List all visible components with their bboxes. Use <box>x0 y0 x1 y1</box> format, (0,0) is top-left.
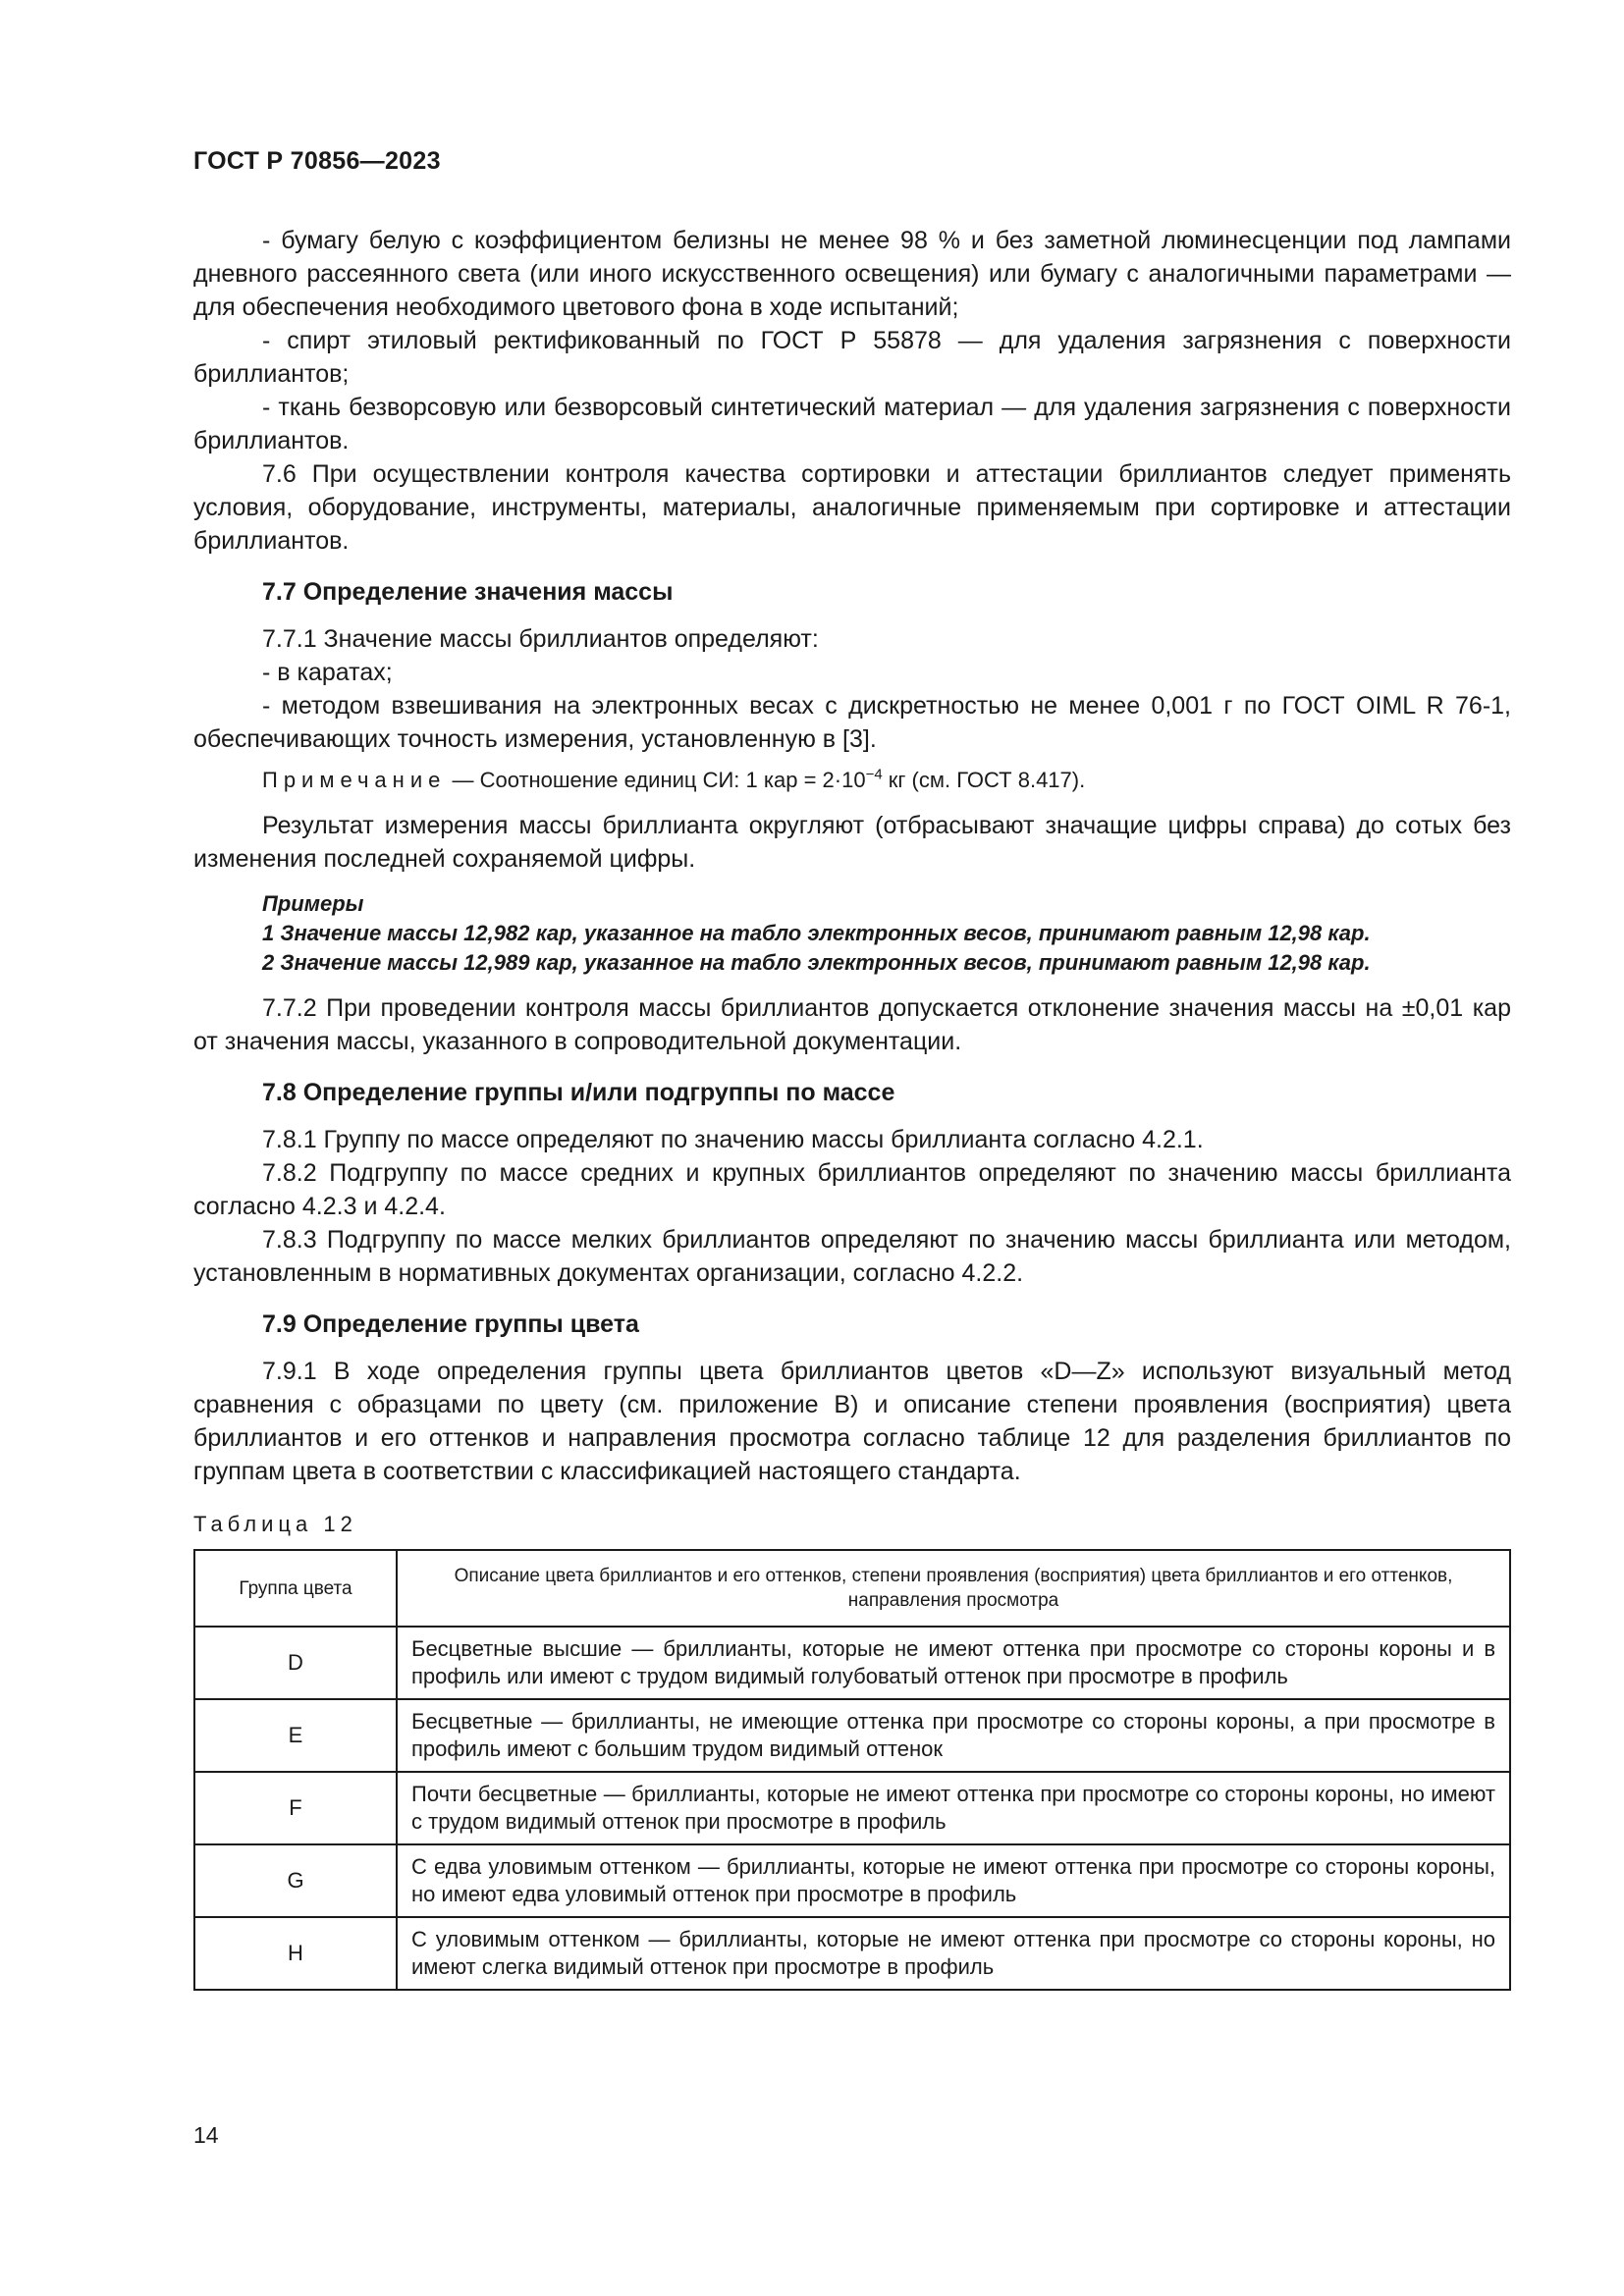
table-cell-group: F <box>194 1772 397 1844</box>
paragraph: 7.9.1 В ходе определения группы цвета бриллиантов цветов «D—Z» используют визуальный метод сравнения с образцами по цвету (см. приложение В) и описание степени проявления (восприятия) цвета бриллиантов и его оттенков и направления просмотра согласно таблице 12 для разделения бриллиантов по группам цвета в соответствии с классификацией настоящего стандарта. <box>193 1358 1511 1485</box>
document-header: ГОСТ Р 70856—2023 <box>193 147 441 175</box>
example-line: 2 Значение массы 12,989 кар, указанное на табло электронных весов, принимают равным 12,98 кар. <box>262 950 1371 975</box>
table-cell-description: С уловимым оттенком — бриллианты, которые не имеют оттенка при просмотре со стороны короны, но имеют слегка видимый оттенок при просмотре в профиль <box>397 1917 1510 1990</box>
section-heading: 7.7 Определение значения массы <box>262 578 674 606</box>
table-cell-group: G <box>194 1844 397 1917</box>
table-header-group: Группа цвета <box>194 1550 397 1627</box>
table-row <box>194 1772 1510 1844</box>
note <box>193 766 1511 795</box>
table-cell-description: Бесцветные — бриллианты, не имеющие оттенка при просмотре со стороны короны, а при просмотре в профиль имеют с большим трудом видимый оттенок <box>397 1699 1510 1772</box>
section-heading: 7.9 Определение группы цвета <box>262 1310 639 1338</box>
note-superscript: −4 <box>865 766 883 783</box>
table-row <box>194 1844 1510 1917</box>
paragraph: Результат измерения массы бриллианта округляют (отбрасывают значащие цифры справа) до сотых без изменения последней сохраняемой цифры. <box>193 812 1511 873</box>
paragraph: 7.8.1 Группу по массе определяют по значению массы бриллианта согласно 4.2.1. <box>262 1126 1204 1153</box>
paragraph: 7.7.1 Значение массы бриллиантов определяют: <box>262 625 819 653</box>
paragraph: - методом взвешивания на электронных весах с дискретностью не менее 0,001 г по ГОСТ OIML R 76-1, обеспечивающих точность измерения, установленную в [3]. <box>193 692 1511 753</box>
table-row <box>194 1917 1510 1990</box>
paragraph: - в каратах; <box>262 659 393 686</box>
paragraph: 7.8.2 Подгруппу по массе средних и крупных бриллиантов определяют по значению массы бриллианта согласно 4.2.3 и 4.2.4. <box>193 1159 1511 1220</box>
table-cell-group: H <box>194 1917 397 1990</box>
paragraph: 7.7.2 При проведении контроля массы бриллиантов допускается отклонение значения массы на ±0,01 кар от значения массы, указанного в сопроводительной документации. <box>193 994 1511 1055</box>
table-cell-description: Бесцветные высшие — бриллианты, которые не имеют оттенка при просмотре со стороны короны и в профиль или имеют с трудом видимый голубоватый оттенок при просмотре в профиль <box>397 1627 1510 1699</box>
color-group-table <box>193 1549 1511 1991</box>
table-header-description: Описание цвета бриллиантов и его оттенков, степени проявления (восприятия) цвета бриллиантов и его оттенков, направления просмотра <box>397 1550 1510 1627</box>
paragraph: 7.8.3 Подгруппу по массе мелких бриллиантов определяют по значению массы бриллианта или методом, установленным в нормативных документах организации, согласно 4.2.2. <box>193 1226 1511 1287</box>
note-text: — Соотношение единиц СИ: 1 кар = 2·10 <box>446 768 866 792</box>
table-caption: Таблица 12 <box>193 1512 357 1536</box>
section-heading: 7.8 Определение группы и/или подгруппы по массе <box>262 1079 895 1106</box>
page-number: 14 <box>193 2122 219 2148</box>
document-body <box>193 224 1511 1991</box>
note-label: Примечание <box>262 768 447 792</box>
table-cell-group: E <box>194 1699 397 1772</box>
paragraph: - спирт этиловый ректификованный по ГОСТ Р 55878 — для удаления загрязнения с поверхности бриллиантов; <box>193 327 1511 388</box>
paragraph: - бумагу белую с коэффициентом белизны не менее 98 % и без заметной люминесценции под лампами дневного рассеянного света (или иного искусственного освещения) или бумагу с аналогичными параметрами — для обеспечения необходимого цветового фона в ходе испытаний; <box>193 227 1511 321</box>
note-text-end: кг (см. ГОСТ 8.417). <box>882 768 1086 792</box>
table-cell-description: Почти бесцветные — бриллианты, которые не имеют оттенка при просмотре со стороны короны, но имеют с трудом видимый оттенок при просмотре в профиль <box>397 1772 1510 1844</box>
table-row <box>194 1627 1510 1699</box>
examples-title: Примеры <box>262 891 364 916</box>
table-cell-description: С едва уловимым оттенком — бриллианты, которые не имеют оттенка при просмотре со стороны короны, но имеют едва уловимый оттенок при просмотре в профиль <box>397 1844 1510 1917</box>
example-line: 1 Значение массы 12,982 кар, указанное на табло электронных весов, принимают равным 12,98 кар. <box>262 921 1371 945</box>
paragraph: - ткань безворсовую или безворсовый синтетический материал — для удаления загрязнения с поверхности бриллиантов. <box>193 394 1511 454</box>
paragraph: 7.6 При осуществлении контроля качества сортировки и аттестации бриллиантов следует применять условия, оборудование, инструменты, материалы, аналогичные применяемым при сортировке и аттестации бриллиантов. <box>193 460 1511 555</box>
table-header-row <box>194 1550 1510 1627</box>
table-row <box>194 1699 1510 1772</box>
table-cell-group: D <box>194 1627 397 1699</box>
